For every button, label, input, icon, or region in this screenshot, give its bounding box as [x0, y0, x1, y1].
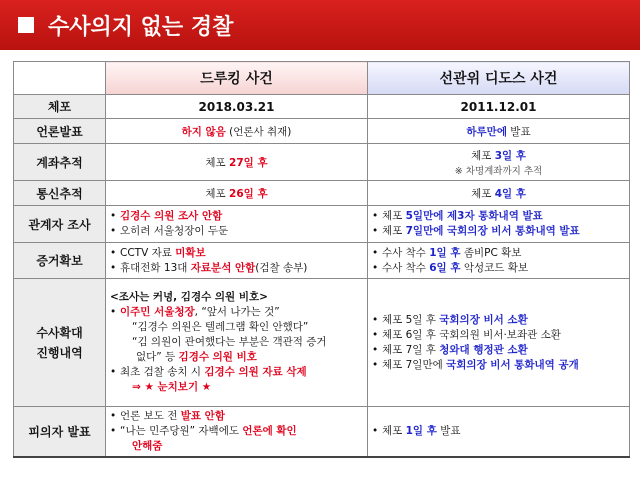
row-label-press: 언론발표: [14, 119, 106, 144]
list-item: [110, 439, 363, 454]
suspect-drug-1-highlight: 발표 안함: [180, 410, 225, 422]
evidence-ddos: [368, 243, 630, 279]
row-label-suspect: 피의자 발표: [14, 407, 106, 458]
list-item: [110, 209, 363, 224]
related-ddos-1-pre: 체포: [382, 210, 406, 222]
row-account: [14, 144, 630, 181]
comm-drug-pre: 체포: [205, 187, 230, 200]
expand-drug-heading: <조사는 커녕, 김경수 의원 비호>: [110, 291, 268, 303]
list-item: [110, 424, 363, 439]
expand-ddos-4-highlight: 국회의장 비서 통화내역 공개: [446, 358, 579, 371]
comm-drug: [106, 181, 368, 206]
related-ddos-1-highlight: 5일만에 제3자 통화내역 발표: [405, 210, 543, 222]
row-comm: [14, 181, 630, 206]
list-item: [372, 424, 625, 439]
arrest-date-ddos: 2011.12.01: [368, 95, 630, 119]
header-row: [14, 62, 630, 95]
evidence-ddos-2-highlight: 6일 후: [429, 261, 461, 274]
suspect-drug-1-pre: 언론 보도 전: [120, 410, 181, 422]
press-ddos-rest: 발표: [506, 125, 531, 138]
evidence-ddos-2-post: 악성코드 확보: [460, 261, 529, 274]
header-ddos-case: 선관위 디도스 사건: [368, 62, 630, 95]
list-item: [110, 305, 363, 320]
account-drug-pre: 체포: [205, 156, 230, 169]
account-ddos-highlight: 3일 후: [494, 149, 526, 162]
list-item: [372, 224, 625, 239]
expand-ddos-1-highlight: 국회의장 비서 소환: [439, 313, 528, 326]
expand-drug-1-highlight: 이주민 서울청장: [120, 306, 195, 318]
list-item: [110, 320, 363, 335]
evidence-drug-2-post: (검찰 송부): [255, 261, 308, 274]
list-item: [372, 261, 625, 276]
press-drug-highlight: 하지 않음: [181, 125, 226, 138]
expand-drug-4-pre: 없다” 등: [136, 351, 179, 363]
list-item: [110, 246, 363, 261]
list-item: [110, 261, 363, 276]
comm-ddos: [368, 181, 630, 206]
list-item: [372, 358, 625, 373]
expand-ddos-4-pre: 체포 7일만에: [382, 358, 447, 371]
evidence-drug-2-highlight: 자료분석 안함: [190, 261, 256, 274]
related-ddos: [368, 206, 630, 243]
evidence-ddos-1-highlight: 1일 후: [429, 246, 461, 259]
row-expand: [14, 279, 630, 407]
expand-drug-5-highlight: 김경수 의원 자료 삭제: [204, 366, 307, 378]
list-item: [110, 380, 363, 395]
list-item: [372, 313, 625, 328]
related-drug-1: 김경수 의원 조사 안함: [120, 210, 223, 222]
row-label-expand: [14, 279, 106, 407]
list-item: [110, 335, 363, 350]
expand-ddos-1-pre: 체포 5일 후: [382, 313, 440, 326]
list-item: [110, 409, 363, 424]
expand-drug-6: ⇒ ★ 눈치보기 ★: [132, 381, 212, 393]
row-label-expand-text: 수사확대 진행내역: [36, 325, 83, 360]
expand-drug-3: “김 의원이 관여했다는 부분은 객관적 증거: [132, 336, 327, 348]
arrest-date-drug: 2018.03.21: [106, 95, 368, 119]
row-evidence: [14, 243, 630, 279]
expand-ddos-2: 체포 6일 후 국회의원 비서·보좌관 소환: [382, 328, 561, 341]
square-bullet-icon: [18, 17, 34, 33]
suspect-ddos-post: 발표: [436, 425, 461, 437]
comparison-table: [13, 61, 630, 458]
row-press: [14, 119, 630, 144]
row-label-related: 관계자 조사: [14, 206, 106, 243]
evidence-ddos-1-pre: 수사 착수: [382, 246, 430, 259]
row-label-account: 계좌추적: [14, 144, 106, 181]
title-bar: [0, 0, 640, 50]
row-suspect: [14, 407, 630, 458]
suspect-ddos-pre: 체포: [382, 425, 406, 437]
row-related: [14, 206, 630, 243]
expand-drug-1-post: , “앞서 나가는 것”: [194, 306, 280, 318]
suspect-drug-2-pre: “나는 민주당원” 자백에도: [120, 425, 243, 437]
press-drug-rest: (언론사 취재): [225, 125, 292, 138]
header-corner: [14, 62, 106, 95]
press-ddos-highlight: 하루만에: [466, 125, 507, 138]
suspect-drug-3-highlight: 안해줌: [132, 440, 163, 452]
list-item: [372, 343, 625, 358]
press-drug: [106, 119, 368, 144]
header-drug-case: 드루킹 사건: [106, 62, 368, 95]
row-label-arrest: 체포: [14, 95, 106, 119]
related-ddos-2-highlight: 7일만에 국회의장 비서 통화내역 발표: [405, 225, 580, 237]
expand-ddos: [368, 279, 630, 407]
expand-drug-2: “김경수 의원은 텔레그램 확인 안했다”: [132, 321, 309, 333]
account-ddos: [368, 144, 630, 181]
list-item: [372, 246, 625, 261]
evidence-ddos-2-pre: 수사 착수: [382, 261, 430, 274]
evidence-drug: [106, 243, 368, 279]
comm-drug-highlight: 26일 후: [229, 187, 268, 200]
comm-ddos-pre: 체포: [471, 187, 495, 200]
account-ddos-pre: 체포: [471, 149, 495, 162]
evidence-drug-2-pre: 휴대전화 13대: [120, 261, 191, 274]
list-item: [110, 365, 363, 380]
evidence-drug-1-highlight: 미확보: [175, 246, 206, 259]
expand-ddos-3-highlight: 청와대 행정관 소환: [439, 343, 528, 356]
evidence-drug-1-pre: CCTV 자료: [120, 246, 176, 259]
list-item: [372, 209, 625, 224]
row-label-comm: 통신추적: [14, 181, 106, 206]
account-drug-highlight: 27일 후: [229, 156, 268, 169]
expand-ddos-3-pre: 체포 7일 후: [382, 343, 440, 356]
expand-drug-5-pre: 최초 검찰 송치 시: [120, 366, 205, 378]
page-title: 수사의지 없는 경찰: [48, 14, 234, 40]
row-label-evidence: 증거확보: [14, 243, 106, 279]
account-drug: [106, 144, 368, 181]
expand-drug-4-highlight: 김경수 의원 비호: [178, 351, 257, 363]
related-drug-2: 오히려 서울청장이 두둔: [120, 225, 229, 237]
suspect-drug: [106, 407, 368, 458]
suspect-ddos-highlight: 1일 후: [405, 425, 437, 437]
list-item: [110, 224, 363, 239]
expand-drug: [106, 279, 368, 407]
row-arrest: [14, 95, 630, 119]
press-ddos: [368, 119, 630, 144]
list-item: [110, 350, 363, 365]
list-item: [372, 328, 625, 343]
related-drug: [106, 206, 368, 243]
comm-ddos-highlight: 4일 후: [494, 187, 526, 200]
suspect-drug-2-highlight: 언론에 확인: [242, 425, 297, 437]
related-ddos-2-pre: 체포: [382, 225, 406, 237]
account-ddos-note: ※ 차명계좌까지 추적: [454, 165, 543, 177]
evidence-ddos-1-post: 좀비PC 확보: [460, 246, 522, 259]
suspect-ddos: [368, 407, 630, 458]
